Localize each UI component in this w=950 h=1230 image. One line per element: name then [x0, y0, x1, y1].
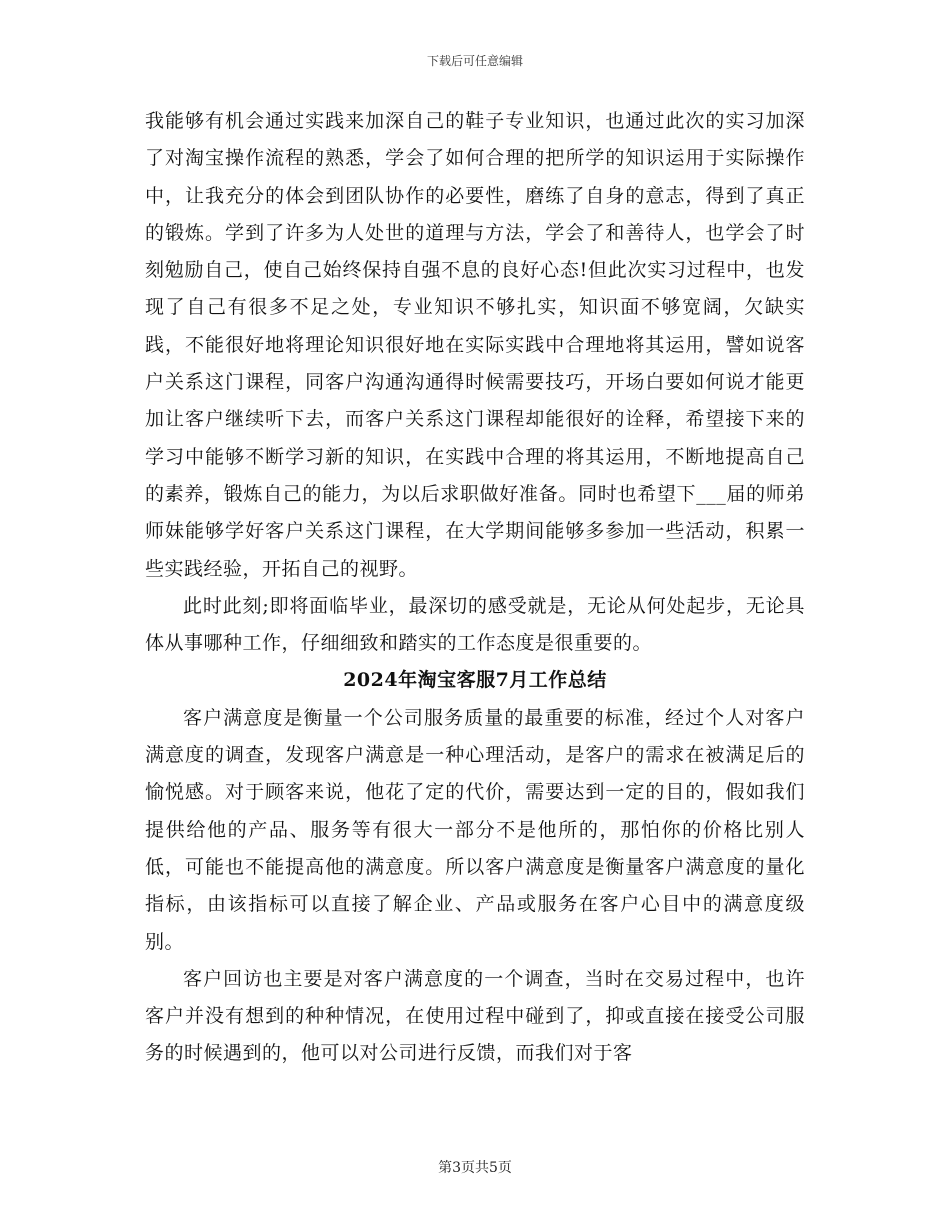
- page-footer: 第3页共5页: [438, 1160, 512, 1176]
- page-header: 下载后可任意编辑: [426, 54, 523, 68]
- paragraph-customer-followup: 客户回访也主要是对客户满意度的一个调查，当时在交易过程中，也许客户并没有想到的种种情况，在使用过程中碰到了，抑或直接在接受公司服务的时候遇到的，他可以对公司进行反馈，而我们对于客: [145, 967, 805, 1065]
- paragraph-internship-reflection: 我能够有机会通过实践来加深自己的鞋子专业知识，也通过此次的实习加深了对淘宝操作流程的熟悉，学会了如何合理的把所学的知识运用于实际操作中，让我充分的体会到团队协作的必要性，磨练了自身的意志，得到了真正的锻炼。学到了许多为人处世的道理与方法，学会了和善待人，也学会了时刻勉励自己，使自己始终保持自强不息的良好心态!但此次实习过程中，也发现了自己有很多不足之处，专业知识不够扎实，知识面不够宽阔，欠缺实践，不能很好地将理论知识很好地在实际实践中合理地将其运用，譬如说客户关系这门课程，同客户沟通沟通得时候需要技巧，开场白要如何说才能更加让客户继续听下去，而客户关系这门课程却能很好的诠释，希望接下来的学习中能够不断学习新的知识，在实践中合理的将其运用，不断地提高自己的素养，锻炼自己的能力，为以后求职做好准备。同时也希望下___届的师弟师妹能够学好客户关系这门课程，在大学期间能够多参加一些活动，积累一些实践经验，开拓自己的视野。: [145, 110, 805, 580]
- section-title: 2024年淘宝客服7月工作总结: [343, 669, 607, 692]
- paragraph-customer-satisfaction: 客户满意度是衡量一个公司服务质量的最重要的标准，经过个人对客户满意度的调查，发现客户满意是一种心理活动，是客户的需求在被满足后的愉悦感。对于顾客来说，他花了定的代价，需要达到一定的目的，假如我们提供给他的产品、服务等有很大一部分不是他所的，那怕你的价格比别人低，可能也不能提高他的满意度。所以客户满意度是衡量客户满意度的量化指标，由该指标可以直接了解企业、产品或服务在客户心目中的满意度级别。: [145, 706, 805, 953]
- document-body: [145, 103, 805, 1073]
- paragraph-graduation-thoughts: 此时此刻;即将面临毕业，最深切的感受就是，无论从何处起步，无论具体从事哪种工作，仔细细致和踏实的工作态度是很重要的。: [145, 594, 805, 655]
